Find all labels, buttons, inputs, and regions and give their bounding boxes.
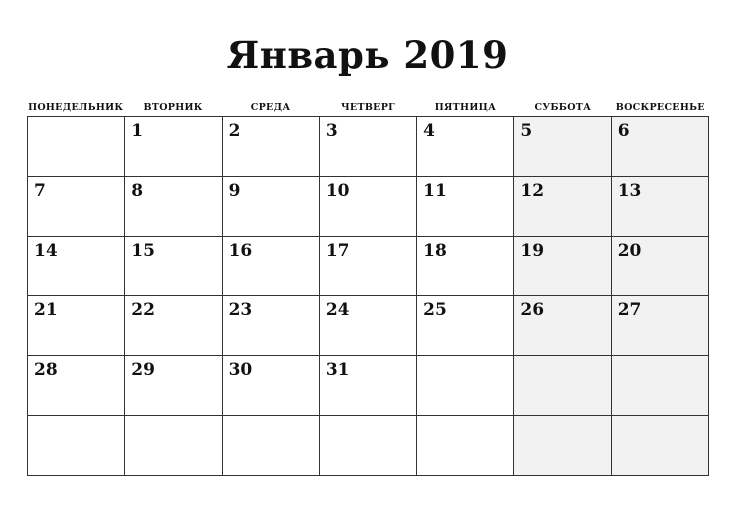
calendar-grid xyxy=(27,116,709,476)
day-number: 20 xyxy=(617,240,642,261)
weekend-day-cell xyxy=(514,177,611,237)
weekday-thursday: ЧЕТВЕРГ xyxy=(340,102,396,113)
day-number: 6 xyxy=(617,121,630,141)
day-number: 23 xyxy=(228,300,253,321)
day-number: 30 xyxy=(228,360,253,381)
day-cell xyxy=(125,117,222,177)
weekday-wednesday: СРЕДА xyxy=(250,102,291,113)
day-number: 7 xyxy=(34,180,46,201)
weekend-day-cell xyxy=(514,237,611,297)
day-number: 29 xyxy=(131,360,155,381)
weekend-day-cell xyxy=(514,356,611,416)
weekday-tuesday: ВТОРНИК xyxy=(143,102,203,113)
day-cell xyxy=(125,177,222,237)
day-cell xyxy=(223,416,320,476)
day-cell xyxy=(28,237,125,297)
day-cell xyxy=(28,296,125,356)
day-cell xyxy=(223,177,320,237)
weekday-saturday: СУББОТА xyxy=(534,102,592,113)
day-cell xyxy=(417,356,514,416)
day-number: 1 xyxy=(131,121,144,141)
day-number: 27 xyxy=(617,300,642,321)
day-cell xyxy=(320,296,417,356)
day-cell xyxy=(417,177,514,237)
day-number: 31 xyxy=(325,360,350,381)
day-number: 14 xyxy=(34,240,58,261)
weekend-day-cell xyxy=(514,117,611,177)
weekend-day-cell xyxy=(612,117,709,177)
day-cell xyxy=(417,296,514,356)
day-number: 4 xyxy=(423,121,435,141)
day-number: 22 xyxy=(131,300,155,321)
day-number: 24 xyxy=(325,300,350,321)
day-cell xyxy=(223,117,320,177)
day-cell xyxy=(320,177,417,237)
day-cell xyxy=(125,237,222,297)
day-number: 13 xyxy=(617,180,642,201)
day-cell xyxy=(320,237,417,297)
day-number: 2 xyxy=(228,121,241,141)
day-cell xyxy=(223,237,320,297)
weekend-day-cell xyxy=(612,296,709,356)
day-cell xyxy=(223,296,320,356)
weekday-header-row xyxy=(27,100,709,116)
day-cell xyxy=(125,416,222,476)
weekend-day-cell xyxy=(514,416,611,476)
weekend-day-cell xyxy=(612,177,709,237)
day-number: 15 xyxy=(131,240,155,261)
weekend-day-cell xyxy=(514,296,611,356)
day-number: 18 xyxy=(423,240,447,261)
day-cell xyxy=(223,356,320,416)
day-number: 11 xyxy=(423,180,447,201)
weekend-day-cell xyxy=(612,237,709,297)
weekend-day-cell xyxy=(612,356,709,416)
day-number: 25 xyxy=(423,300,447,321)
day-number: 17 xyxy=(325,240,350,261)
day-cell xyxy=(320,117,417,177)
day-number: 21 xyxy=(34,300,58,321)
day-cell xyxy=(417,117,514,177)
day-number: 12 xyxy=(520,180,545,201)
day-cell xyxy=(28,416,125,476)
day-number: 5 xyxy=(520,121,533,141)
day-number: 9 xyxy=(228,180,241,201)
calendar-title: Январь 2019 xyxy=(226,33,509,77)
day-number: 19 xyxy=(520,240,545,261)
weekday-sunday: ВОСКРЕСЕНЬЕ xyxy=(615,102,705,113)
day-cell xyxy=(417,416,514,476)
weekend-day-cell xyxy=(612,416,709,476)
day-cell xyxy=(28,356,125,416)
day-cell xyxy=(320,416,417,476)
day-number: 16 xyxy=(228,240,253,261)
day-cell xyxy=(125,296,222,356)
weekday-friday: ПЯТНИЦА xyxy=(434,102,497,113)
day-cell xyxy=(28,177,125,237)
day-cell xyxy=(125,356,222,416)
weekday-monday: ПОНЕДЕЛЬНИК xyxy=(28,102,124,113)
day-number: 8 xyxy=(131,180,144,201)
day-number: 26 xyxy=(520,300,545,321)
day-number: 28 xyxy=(34,360,58,381)
day-cell xyxy=(417,237,514,297)
day-cell xyxy=(320,356,417,416)
day-number: 10 xyxy=(325,180,350,201)
day-number: 3 xyxy=(325,121,338,141)
day-cell xyxy=(28,117,125,177)
